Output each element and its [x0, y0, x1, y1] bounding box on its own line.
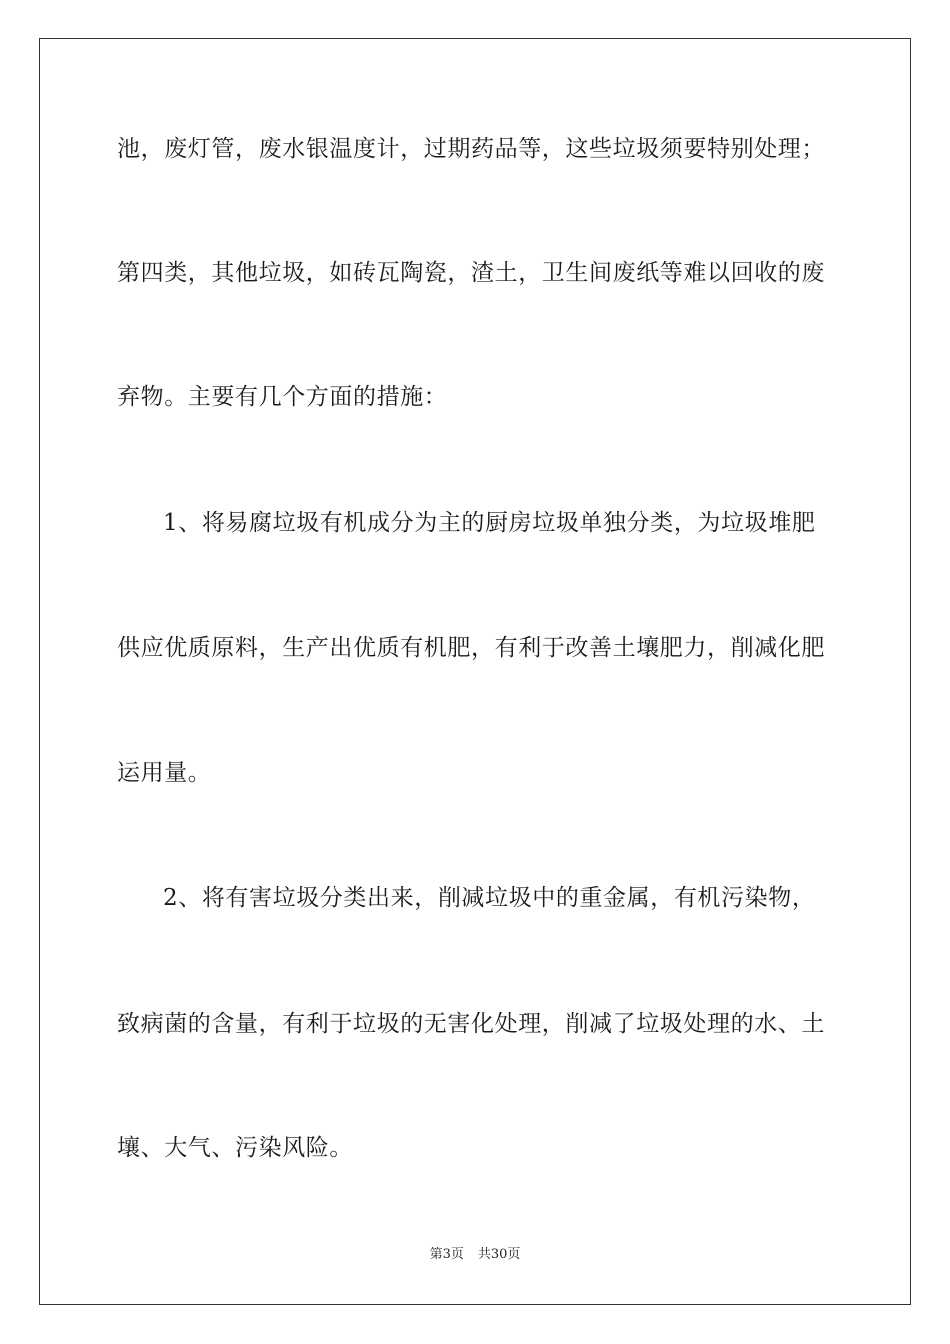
page-number: 第3页 — [429, 1247, 464, 1262]
text-line-7: 2、将有害垃圾分类出来，削减垃圾中的重金属，有机污染物， — [163, 885, 816, 911]
text-line-2: 第四类，其他垃圾，如砖瓦陶瓷，渣土，卫生间废纸等难以回收的废 — [117, 260, 825, 286]
text-line-3: 弃物。主要有几个方面的措施： — [117, 384, 448, 410]
text-line-1: 池，废灯管，废水银温度计，过期药品等，这些垃圾须要特别处理； — [117, 136, 825, 162]
text-line-9: 壤、大气、污染风险。 — [117, 1135, 353, 1161]
page-border — [39, 38, 911, 1305]
total-pages: 共30页 — [477, 1247, 521, 1262]
text-line-5: 供应优质原料，生产出优质有机肥，有利于改善土壤肥力，削减化肥 — [117, 635, 825, 661]
text-line-8: 致病菌的含量，有利于垃圾的无害化处理，削减了垃圾处理的水、土 — [117, 1011, 825, 1037]
text-line-4: 1、将易腐垃圾有机成分为主的厨房垃圾单独分类，为垃圾堆肥 — [163, 510, 816, 536]
text-line-6: 运用量。 — [117, 760, 212, 786]
page-footer — [0, 1246, 950, 1264]
